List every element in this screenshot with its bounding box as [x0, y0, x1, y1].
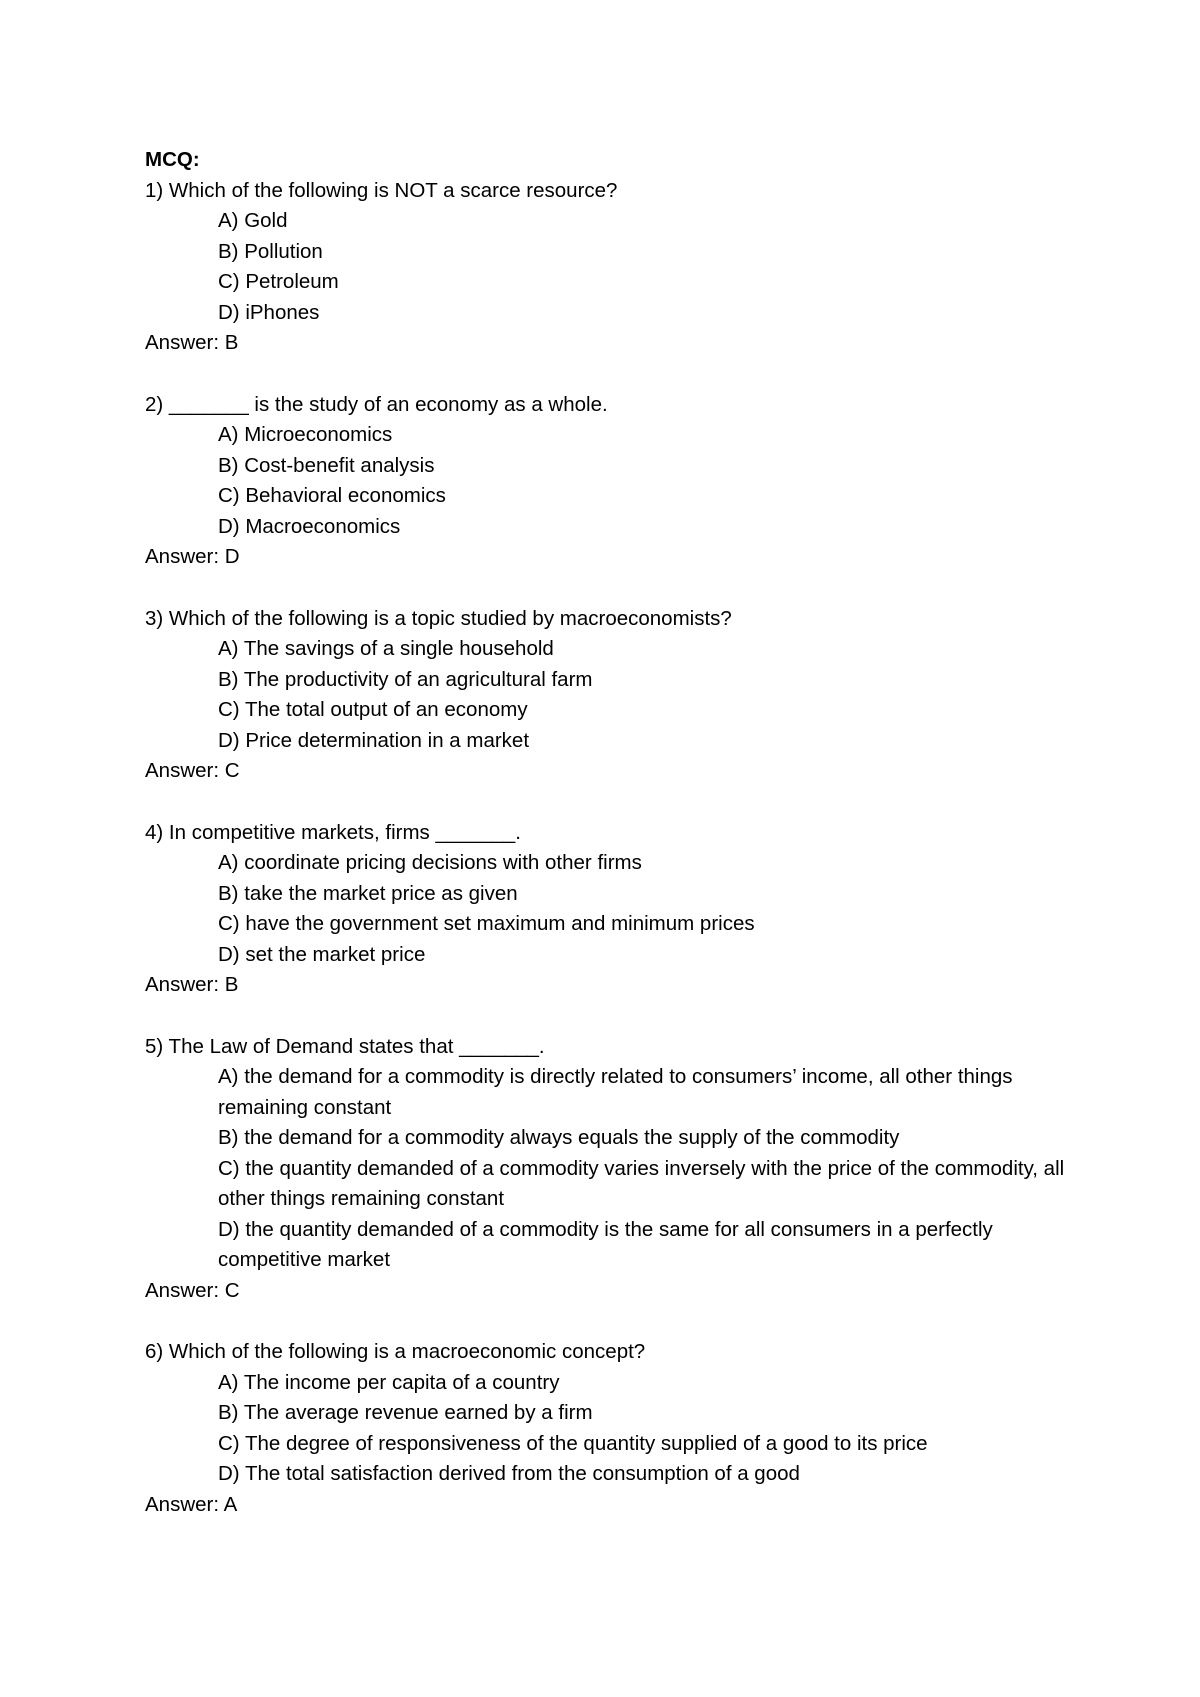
question-2: [145, 390, 1075, 573]
question-text: 2) _______ is the study of an economy as a whole.: [145, 392, 608, 416]
option-c: C) Petroleum: [218, 270, 339, 293]
option-list: [145, 206, 1075, 328]
option-b: B) The productivity of an agricultural farm: [218, 667, 593, 691]
question-1: [145, 176, 1075, 359]
option-a: A) Gold: [218, 209, 288, 232]
question-text: 4) In competitive markets, firms _______.: [145, 820, 521, 844]
option-b: B) take the market price as given: [218, 881, 518, 905]
answer-line: Answer: C: [145, 1278, 240, 1302]
option-a: A) the demand for a commodity is directly related to consumers’ income, all other things remaining constant: [218, 1065, 1013, 1119]
option-list: [145, 1062, 1075, 1276]
option-c: C) The total output of an economy: [218, 698, 528, 721]
option-c: C) the quantity demanded of a commodity varies inversely with the price of the commodity, all other things remaining constant: [218, 1156, 1065, 1210]
option-a: A) The income per capita of a country: [218, 1370, 560, 1394]
answer-line: Answer: B: [145, 331, 239, 354]
option-b: B) the demand for a commodity always equals the supply of the commodity: [218, 1126, 900, 1149]
answer-line: Answer: C: [145, 759, 240, 782]
option-list: [145, 420, 1075, 542]
option-d: D) set the market price: [218, 942, 426, 966]
option-list: [145, 1368, 1075, 1490]
option-c: C) have the government set maximum and minimum prices: [218, 912, 755, 935]
option-d: D) Price determination in a market: [218, 728, 530, 752]
question-text: 3) Which of the following is a topic studied by macroeconomists?: [145, 606, 732, 630]
question-text: 1) Which of the following is NOT a scarce resource?: [145, 178, 618, 202]
option-list: [145, 634, 1075, 756]
option-d: D) the quantity demanded of a commodity is the same for all consumers in a perfectly competitive market: [218, 1217, 993, 1271]
document-page: [145, 145, 1075, 1551]
question-3: [145, 604, 1075, 787]
question-5: [145, 1032, 1075, 1307]
question-6: [145, 1337, 1075, 1520]
option-b: B) The average revenue earned by a firm: [218, 1401, 593, 1424]
option-a: A) The savings of a single household: [218, 637, 554, 660]
option-a: A) Microeconomics: [218, 423, 393, 446]
option-a: A) coordinate pricing decisions with other firms: [218, 851, 642, 874]
answer-line: Answer: A: [145, 1492, 238, 1516]
option-c: C) Behavioral economics: [218, 484, 446, 507]
option-d: D) The total satisfaction derived from the consumption of a good: [218, 1462, 800, 1485]
question-4: [145, 818, 1075, 1001]
option-b: B) Cost-benefit analysis: [218, 453, 435, 477]
option-b: B) Pollution: [218, 239, 323, 263]
option-list: [145, 848, 1075, 970]
option-c: C) The degree of responsiveness of the quantity supplied of a good to its price: [218, 1431, 928, 1455]
option-d: D) Macroeconomics: [218, 514, 401, 538]
question-text: 5) The Law of Demand states that _______.: [145, 1034, 545, 1058]
section-heading: MCQ:: [145, 148, 200, 171]
question-text: 6) Which of the following is a macroeconomic concept?: [145, 1340, 646, 1363]
answer-line: Answer: D: [145, 545, 240, 568]
option-d: D) iPhones: [218, 300, 320, 324]
answer-line: Answer: B: [145, 973, 239, 996]
